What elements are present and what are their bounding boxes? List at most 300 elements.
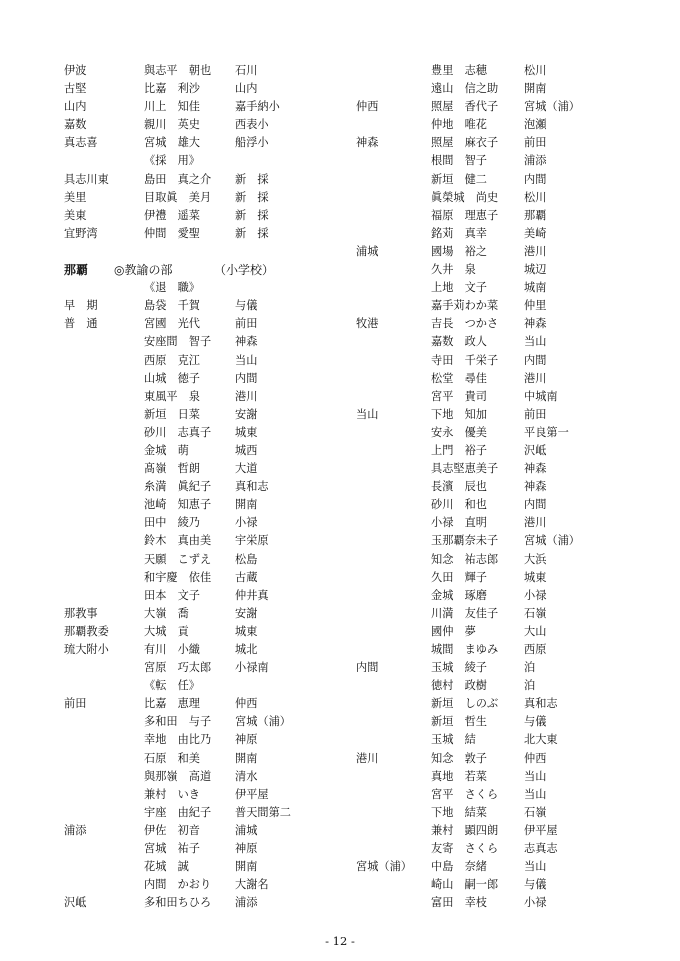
previous-school-cell: 伊平屋 xyxy=(235,787,269,801)
table-row xyxy=(64,207,346,225)
school-cell: 那覇 xyxy=(64,263,89,278)
previous-school-cell: 当山 xyxy=(524,335,547,349)
table-row xyxy=(356,424,666,442)
table-row xyxy=(64,388,346,406)
teacher-name-cell: 知念 敦子 xyxy=(431,751,487,765)
school-cell: 浦城 xyxy=(356,244,379,258)
previous-school-cell: 与儀 xyxy=(235,299,258,313)
table-row xyxy=(356,750,666,768)
table-row xyxy=(64,822,346,840)
table-row xyxy=(356,551,666,569)
teacher-name-cell: 髙嶺 哲朗 xyxy=(144,462,200,476)
previous-school-cell: 安謝 xyxy=(235,407,258,421)
school-cell: 仲西 xyxy=(356,100,379,114)
previous-school-cell: 新 採 xyxy=(235,172,269,186)
teacher-name-cell: 上門 裕子 xyxy=(431,443,487,457)
left-column xyxy=(64,62,346,912)
previous-school-cell: 城北 xyxy=(235,643,258,656)
table-row xyxy=(64,333,346,351)
teacher-name-cell: 松堂 尋佳 xyxy=(431,371,487,385)
teacher-name-cell: 宮城 雄大 xyxy=(144,136,200,150)
teacher-name-cell: 宮城 祐子 xyxy=(144,842,200,856)
table-row xyxy=(64,551,346,569)
table-row xyxy=(356,768,666,786)
school-cell: 那覇教委 xyxy=(64,624,109,638)
teacher-name-cell: 鈴木 真由美 xyxy=(144,534,212,548)
teacher-name-cell: 福原 理恵子 xyxy=(431,208,499,222)
table-row xyxy=(356,786,666,804)
teacher-name-cell: 新垣 健二 xyxy=(431,172,487,186)
school-cell: 古堅 xyxy=(64,82,87,96)
teacher-name-cell: 銘苅 真幸 xyxy=(431,226,487,240)
teacher-name-cell: 幸地 由比乃 xyxy=(144,733,212,747)
previous-school-cell: 松川 xyxy=(524,64,547,77)
table-row xyxy=(356,695,666,713)
previous-school-cell: 与儀 xyxy=(524,878,547,892)
table-row xyxy=(356,478,666,496)
previous-school-cell: 前田 xyxy=(524,136,547,150)
school-cell: 嘉数 xyxy=(64,118,87,132)
table-row xyxy=(356,352,666,370)
previous-school-cell: 仲里 xyxy=(524,299,547,313)
school-cell: 港川 xyxy=(356,751,379,765)
teacher-name-cell: 徳村 政樹 xyxy=(431,679,487,693)
teacher-name-cell: 久井 泉 xyxy=(431,263,476,277)
previous-school-cell: 西原 xyxy=(524,643,547,656)
table-row xyxy=(356,641,666,659)
teacher-name-cell: 《退 職》 xyxy=(144,281,200,295)
table-row xyxy=(64,713,346,731)
school-cell: 那教事 xyxy=(64,606,98,620)
previous-school-cell: 古蔵 xyxy=(235,570,258,584)
previous-school-cell: 大謝名 xyxy=(235,878,269,892)
teacher-name-cell: 池崎 知恵子 xyxy=(144,498,212,512)
table-row xyxy=(64,80,346,98)
teacher-name-cell: 和宇慶 依佳 xyxy=(144,570,212,584)
table-row xyxy=(356,207,666,225)
table-row xyxy=(64,424,346,442)
previous-school-cell: 平良第一 xyxy=(524,425,569,439)
table-row xyxy=(356,804,666,822)
teacher-name-cell: 伊禮 遥菜 xyxy=(144,208,200,222)
table-row xyxy=(356,677,666,695)
table-row xyxy=(64,804,346,822)
previous-school-cell: 城東 xyxy=(524,570,547,584)
table-row xyxy=(64,677,346,695)
teacher-name-cell: 國仲 夢 xyxy=(431,624,476,638)
previous-school-cell: 泊 xyxy=(524,661,536,675)
previous-school-cell: 内間 xyxy=(235,371,258,385)
table-row xyxy=(64,587,346,605)
previous-school-cell: 石嶺 xyxy=(524,606,547,620)
teacher-name-cell: 遠山 信之助 xyxy=(431,82,499,96)
previous-school-cell: 美崎 xyxy=(524,226,547,240)
previous-school-cell: 神森 xyxy=(235,335,258,349)
previous-school-cell: 新 採 xyxy=(235,208,269,222)
teacher-name-cell: 安永 優美 xyxy=(431,425,487,439)
table-row xyxy=(356,261,666,279)
teacher-name-cell: 下地 知加 xyxy=(431,407,487,421)
table-row xyxy=(64,894,346,912)
table-row xyxy=(356,134,666,152)
table-row xyxy=(64,62,346,80)
previous-school-cell: 石川 xyxy=(235,64,258,77)
teacher-name-cell: 有川 小織 xyxy=(144,643,200,656)
table-row xyxy=(64,189,346,207)
previous-school-cell: 前田 xyxy=(524,407,547,421)
table-row xyxy=(356,496,666,514)
table-row xyxy=(356,152,666,170)
table-row xyxy=(64,460,346,478)
previous-school-cell: 仲井真 xyxy=(235,588,269,602)
table-row xyxy=(64,315,346,333)
teacher-name-cell: 大嶺 喬 xyxy=(144,606,189,620)
table-row xyxy=(356,225,666,243)
teacher-name-cell: 安座間 智子 xyxy=(144,335,212,349)
previous-school-cell: 浦添 xyxy=(524,154,547,168)
table-row xyxy=(356,116,666,134)
previous-school-cell: 沢岻 xyxy=(524,443,547,457)
teacher-name-cell: 豊里 志穂 xyxy=(431,64,487,77)
teacher-name-cell: 砂川 和也 xyxy=(431,498,487,512)
table-row xyxy=(64,623,346,641)
school-cell: 真志喜 xyxy=(64,136,98,150)
teacher-name-cell: 國場 裕之 xyxy=(431,244,487,258)
teacher-name-cell: 與那嶺 高道 xyxy=(144,769,212,783)
table-row xyxy=(356,858,666,876)
table-row xyxy=(356,731,666,749)
teacher-name-cell: 川上 知佳 xyxy=(144,100,200,114)
teacher-name-cell: 比嘉 利沙 xyxy=(144,82,200,96)
table-row xyxy=(356,822,666,840)
table-row xyxy=(64,605,346,623)
page-number: - 12 - xyxy=(325,934,355,948)
previous-school-cell: 船浮小 xyxy=(235,136,269,150)
table-row xyxy=(64,370,346,388)
previous-school-cell: 浦添 xyxy=(235,896,258,910)
right-column xyxy=(356,62,666,912)
teacher-name-cell: 多和田ちひろ xyxy=(144,896,212,910)
previous-school-cell: 港川 xyxy=(524,371,547,385)
previous-school-cell: 松島 xyxy=(235,552,258,566)
previous-school-cell: 清水 xyxy=(235,769,258,783)
table-row xyxy=(356,894,666,912)
teacher-name-cell: 玉城 結 xyxy=(431,733,476,747)
table-row xyxy=(356,587,666,605)
teacher-name-cell: 石原 和美 xyxy=(144,751,200,765)
table-row xyxy=(356,713,666,731)
table-row xyxy=(64,514,346,532)
previous-school-cell: 泊 xyxy=(524,679,536,693)
teacher-name-cell: 下地 結菜 xyxy=(431,805,487,819)
table-row xyxy=(64,786,346,804)
previous-school-cell: 神原 xyxy=(235,733,258,747)
previous-school-cell: 神森 xyxy=(524,317,547,331)
table-row xyxy=(64,478,346,496)
teacher-name-cell: 真地 若菜 xyxy=(431,769,487,783)
previous-school-cell: 志真志 xyxy=(524,842,558,856)
previous-school-cell: 当山 xyxy=(524,787,547,801)
previous-school-cell: 大道 xyxy=(235,462,258,476)
teacher-name-cell: 仲間 愛聖 xyxy=(144,226,200,240)
previous-school-cell: 新 採 xyxy=(235,226,269,240)
table-row xyxy=(64,858,346,876)
teacher-name-cell: 新垣 哲生 xyxy=(431,715,487,729)
teacher-name-cell: 新垣 しのぶ xyxy=(431,697,499,711)
previous-school-cell: 新 採 xyxy=(235,190,269,204)
table-row xyxy=(64,225,346,243)
school-cell: 神森 xyxy=(356,136,379,150)
previous-school-cell: 大浜 xyxy=(524,552,547,566)
teacher-name-cell: 嘉手苅わか菜 xyxy=(431,299,499,313)
previous-school-cell: 宮城（浦） xyxy=(524,534,580,548)
teacher-name-cell: 兼村 いき xyxy=(144,787,200,801)
teacher-name-cell: 島田 真之介 xyxy=(144,172,212,186)
teacher-name-cell: 多和田 与子 xyxy=(144,715,212,729)
table-row xyxy=(64,768,346,786)
table-row xyxy=(64,98,346,116)
teacher-name-cell: 天願 こずえ xyxy=(144,552,212,566)
school-cell: 山内 xyxy=(64,100,87,114)
table-row xyxy=(64,659,346,677)
teacher-name-cell: 花城 誠 xyxy=(144,860,189,874)
school-cell: 牧港 xyxy=(356,317,379,331)
table-row xyxy=(356,605,666,623)
teacher-name-cell: 内間 かおり xyxy=(144,878,212,892)
school-cell: 伊波 xyxy=(64,64,87,77)
table-row xyxy=(64,406,346,424)
teacher-name-cell: 久田 輝子 xyxy=(431,570,487,584)
teacher-name-cell: 伊佐 初音 xyxy=(144,823,200,837)
section-heading xyxy=(64,261,346,279)
previous-school-cell: 仲西 xyxy=(524,751,547,765)
teacher-name-cell: 嘉数 政人 xyxy=(431,335,487,349)
previous-school-cell: 開南 xyxy=(524,82,547,96)
teacher-name-cell: 山城 徳子 xyxy=(144,371,200,385)
previous-school-cell: 開南 xyxy=(235,751,258,765)
teacher-name-cell: 宮平 貴司 xyxy=(431,389,487,403)
table-row xyxy=(356,442,666,460)
previous-school-cell: 開南 xyxy=(235,860,258,874)
table-row xyxy=(64,496,346,514)
table-row xyxy=(64,297,346,315)
previous-school-cell: 宇栄原 xyxy=(235,534,269,548)
teacher-name-cell: 宮國 光代 xyxy=(144,317,200,331)
school-cell: 美東 xyxy=(64,208,87,222)
teacher-name-cell: 上地 文子 xyxy=(431,281,487,295)
teacher-name-cell: 具志堅恵美子 xyxy=(431,462,499,476)
table-row xyxy=(64,152,346,170)
table-row xyxy=(356,297,666,315)
previous-school-cell: 北大東 xyxy=(524,733,558,747)
table-row xyxy=(356,189,666,207)
table-row xyxy=(356,370,666,388)
table-row xyxy=(356,279,666,297)
school-cell: 具志川東 xyxy=(64,172,109,186)
teacher-name-cell: 崎山 嗣一郎 xyxy=(431,878,499,892)
previous-school-cell: 嘉手納小 xyxy=(235,100,280,114)
teacher-name-cell: 宮平 さくら xyxy=(431,787,499,801)
teacher-name-cell: 照屋 香代子 xyxy=(431,100,499,114)
table-row xyxy=(64,569,346,587)
previous-school-cell: 真和志 xyxy=(524,697,558,711)
table-row xyxy=(64,750,346,768)
school-cell: 前田 xyxy=(64,697,87,711)
table-row xyxy=(64,279,346,297)
previous-school-cell: 城東 xyxy=(235,624,258,638)
previous-school-cell: 山内 xyxy=(235,82,258,96)
teacher-name-cell: 照屋 麻衣子 xyxy=(431,136,499,150)
teacher-name-cell: 根間 智子 xyxy=(431,154,487,168)
previous-school-cell: 当山 xyxy=(524,769,547,783)
table-row xyxy=(64,731,346,749)
teacher-name-cell: 長濱 辰也 xyxy=(431,480,487,494)
previous-school-cell: 小禄南 xyxy=(235,661,269,675)
table-row xyxy=(64,134,346,152)
table-row xyxy=(64,352,346,370)
teacher-name-cell: 《転 任》 xyxy=(144,679,200,693)
previous-school-cell: 城西 xyxy=(235,443,258,457)
table-row xyxy=(64,876,346,894)
school-cell: 沢岻 xyxy=(64,896,87,910)
previous-school-cell: 内間 xyxy=(524,172,547,186)
table-row xyxy=(356,460,666,478)
table-row xyxy=(356,62,666,80)
teacher-name-cell: 眞榮城 尚史 xyxy=(431,190,499,204)
previous-school-cell: 神森 xyxy=(524,480,547,494)
teacher-name-cell: ◎教諭の部 xyxy=(114,263,173,278)
teacher-name-cell: 糸満 眞紀子 xyxy=(144,480,212,494)
teacher-name-cell: 田本 文子 xyxy=(144,588,200,602)
teacher-name-cell: 東風平 泉 xyxy=(144,389,200,403)
previous-school-cell: 港川 xyxy=(235,389,258,403)
teacher-name-cell: 知念 祐志郎 xyxy=(431,552,499,566)
previous-school-cell: 浦城 xyxy=(235,823,258,837)
previous-school-cell: 小禄 xyxy=(235,516,258,530)
school-cell: 琉大附小 xyxy=(64,643,109,656)
table-row xyxy=(64,840,346,858)
table-row xyxy=(356,333,666,351)
previous-school-cell: 城南 xyxy=(524,281,547,295)
table-row xyxy=(356,171,666,189)
teacher-name-cell: 與志平 朝也 xyxy=(144,64,212,77)
teacher-name-cell: 寺田 千栄子 xyxy=(431,353,499,367)
teacher-name-cell: 中島 奈緒 xyxy=(431,860,487,874)
previous-school-cell: 当山 xyxy=(235,353,258,367)
teacher-name-cell: 城間 まゆみ xyxy=(431,643,499,656)
school-cell: 宮城（浦） xyxy=(356,860,412,874)
teacher-name-cell: 玉那覇奈未子 xyxy=(431,534,499,548)
school-cell: 当山 xyxy=(356,407,379,421)
table-row xyxy=(356,80,666,98)
table-row xyxy=(356,840,666,858)
previous-school-cell: 小禄 xyxy=(524,896,547,910)
previous-school-cell: 宮城（浦） xyxy=(235,715,291,729)
teacher-name-cell: 砂川 志真子 xyxy=(144,425,212,439)
teacher-name-cell: 大城 貢 xyxy=(144,624,189,638)
previous-school-cell: 中城南 xyxy=(524,389,558,403)
previous-school-cell: 安謝 xyxy=(235,606,258,620)
previous-school-cell: 真和志 xyxy=(235,480,269,494)
previous-school-cell: 宮城（浦） xyxy=(524,100,580,114)
table-row xyxy=(64,442,346,460)
previous-school-cell: （小学校） xyxy=(214,263,275,278)
teacher-name-cell: 目取眞 美月 xyxy=(144,190,212,204)
teacher-name-cell: 田中 綾乃 xyxy=(144,516,200,530)
school-cell: 内間 xyxy=(356,661,379,675)
previous-school-cell: 港川 xyxy=(524,244,547,258)
previous-school-cell: 伊平屋 xyxy=(524,823,558,837)
previous-school-cell: 仲西 xyxy=(235,697,258,711)
previous-school-cell: 石嶺 xyxy=(524,805,547,819)
previous-school-cell: 普天間第二 xyxy=(235,805,291,819)
teacher-name-cell: 金城 琢磨 xyxy=(431,588,487,602)
table-row xyxy=(356,532,666,550)
teacher-name-cell: 玉城 綾子 xyxy=(431,661,487,675)
table-row xyxy=(356,514,666,532)
previous-school-cell: 小禄 xyxy=(524,588,547,602)
teacher-name-cell: 西原 克江 xyxy=(144,353,200,367)
previous-school-cell: 松川 xyxy=(524,190,547,204)
table-row xyxy=(356,406,666,424)
previous-school-cell: 神原 xyxy=(235,842,258,856)
teacher-name-cell: 比嘉 恵理 xyxy=(144,697,200,711)
school-cell: 浦添 xyxy=(64,823,87,837)
table-row xyxy=(64,171,346,189)
school-cell: 早 期 xyxy=(64,299,98,313)
previous-school-cell: 与儀 xyxy=(524,715,547,729)
teacher-name-cell: 宮原 巧太郎 xyxy=(144,661,212,675)
table-row xyxy=(64,243,346,261)
previous-school-cell: 内間 xyxy=(524,498,547,512)
table-row xyxy=(356,569,666,587)
table-row xyxy=(64,695,346,713)
teacher-name-cell: 兼村 顕四朗 xyxy=(431,823,499,837)
teacher-name-cell: 小禄 直明 xyxy=(431,516,487,530)
table-row xyxy=(64,641,346,659)
previous-school-cell: 城東 xyxy=(235,425,258,439)
teacher-name-cell: 島袋 千賀 xyxy=(144,299,200,313)
teacher-name-cell: 仲地 唯花 xyxy=(431,118,487,132)
table-row xyxy=(356,315,666,333)
teacher-name-cell: 《採 用》 xyxy=(144,154,200,168)
previous-school-cell: 泡瀬 xyxy=(524,118,547,132)
previous-school-cell: 那覇 xyxy=(524,208,547,222)
table-row xyxy=(356,243,666,261)
teacher-name-cell: 親川 英史 xyxy=(144,118,200,132)
table-row xyxy=(64,116,346,134)
table-row xyxy=(356,623,666,641)
teacher-name-cell: 川満 友佳子 xyxy=(431,606,499,620)
previous-school-cell: 開南 xyxy=(235,498,258,512)
previous-school-cell: 大山 xyxy=(524,624,547,638)
previous-school-cell: 神森 xyxy=(524,462,547,476)
table-row xyxy=(356,98,666,116)
teacher-name-cell: 宇座 由紀子 xyxy=(144,805,212,819)
teacher-name-cell: 友寄 さくら xyxy=(431,842,499,856)
teacher-name-cell: 金城 萌 xyxy=(144,443,189,457)
previous-school-cell: 前田 xyxy=(235,317,258,331)
table-row xyxy=(356,388,666,406)
teacher-name-cell: 吉長 つかさ xyxy=(431,317,499,331)
previous-school-cell: 内間 xyxy=(524,353,547,367)
school-cell: 美里 xyxy=(64,190,87,204)
school-cell: 宜野湾 xyxy=(64,226,98,240)
school-cell: 普 通 xyxy=(64,317,98,331)
previous-school-cell: 港川 xyxy=(524,516,547,530)
previous-school-cell: 西表小 xyxy=(235,118,269,132)
previous-school-cell: 当山 xyxy=(524,860,547,874)
